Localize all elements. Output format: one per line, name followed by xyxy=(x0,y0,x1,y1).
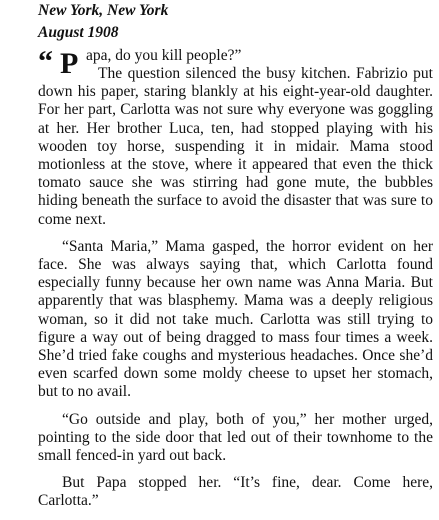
opening-line-text: apa, do you kill people?” xyxy=(86,47,242,64)
opening-line xyxy=(38,45,433,81)
drop-cap-letter: P xyxy=(60,47,79,80)
body-paragraph-1: The question silenced the busy kitchen. Fabrizio put down his paper, staring blankly at his eight-year-old daughter. For her part, Carlotta was not sure why everyone was goggling at her. Her brother Luca, ten, had stopped playing with his wooden toy horse, suspending it in midair. Mama stood motionless at the stove, where it appeared that even the thick tomato sauce she was stirring had gone mute, the bubbles hiding beneath the surface to avoid the disaster that was sure to come next. xyxy=(38,65,433,228)
book-page xyxy=(38,0,433,520)
opening-quote-mark: “ xyxy=(38,45,53,78)
chapter-date: August 1908 xyxy=(38,24,119,41)
body-paragraph-4: But Papa stopped her. “It’s fine, dear. Come here, Carlotta.” xyxy=(38,474,433,510)
chapter-location: New York, New York xyxy=(38,2,169,19)
body-paragraph-3: “Go outside and play, both of you,” her mother urged, pointing to the side door that led out of their townhome to the small fenced-in yard out back. xyxy=(38,410,433,465)
body-paragraph-2: “Santa Maria,” Mama gasped, the horror evident on her face. She was always saying that, which Carlotta found especially funny because her own name was Anna Maria. But apparently that was blasphemy. Mama was a deeply religious woman, so it did not take much. Carlotta was still trying to figure a way out of being dragged to mass four times a week. She’d tried fake coughs and mysterious headaches. Once she’d even scarfed down some moldy cheese to upset her stomach, but to no avail. xyxy=(38,237,433,401)
